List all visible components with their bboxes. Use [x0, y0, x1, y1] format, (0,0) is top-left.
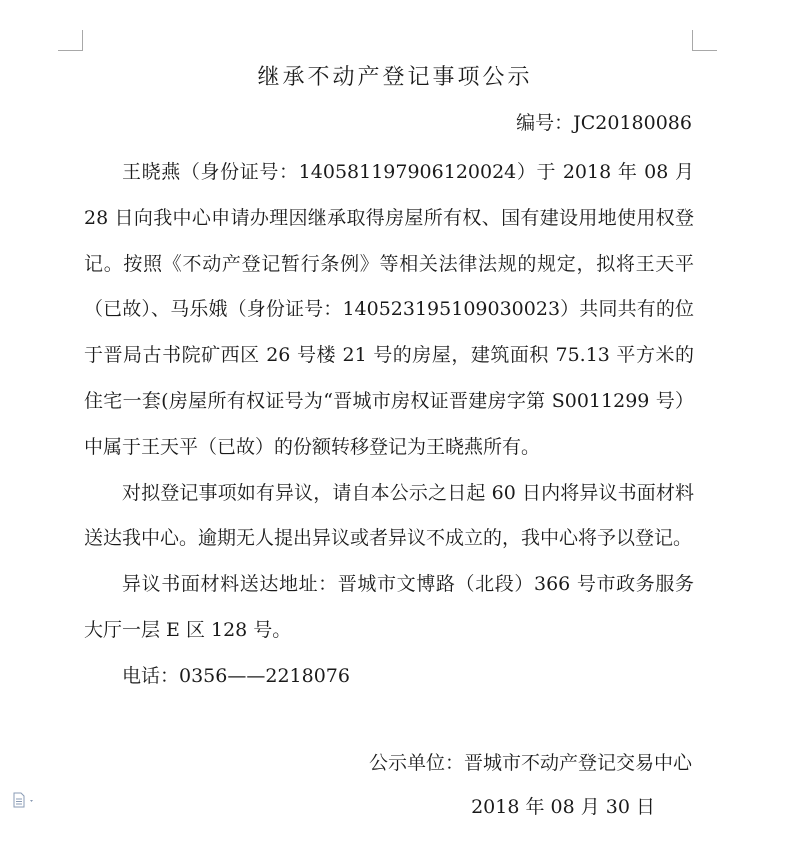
page-corner-mark-top-left [58, 30, 83, 51]
paragraph-main: 王晓燕（身份证号：140581197906120024）于 2018 年 08 月 28 日向我中心申请办理因继承取得房屋所有权、国有建设用地使用权登记。按照《不动产登记暂行条例》等相关法律法规的规定，拟将王天平（已故）、马乐娥（身份证号：140523195109030023）共同共有的位于晋局古书院矿西区 26 号楼 21 号的房屋，建筑面积 75.13 平方米的住宅一套(房屋所有权证号为“晋城市房权证晋建房字第 S0011299 号）中属于王天平（已故）的份额转移登记为王晓燕所有。 [84, 161, 694, 458]
document-icon[interactable] [12, 792, 42, 810]
signature-unit: 公示单位：晋城市不动产登记交易中心 [368, 752, 692, 774]
document-number: 编号：JC20180086 [516, 112, 692, 134]
paragraph-objection: 对拟登记事项如有异议，请自本公示之日起 60 日内将异议书面材料送达我中心。逾期无人提出异议或者异议不成立的，我中心将予以登记。 [84, 481, 694, 550]
signature-date: 2018 年 08 月 30 日 [471, 796, 655, 818]
document-title: 继承不动产登记事项公示 [257, 65, 533, 90]
paragraph-phone: 电话：0356——2218076 [122, 664, 350, 687]
paragraph-address: 异议书面材料送达地址：晋城市文博路（北段）366 号市政务服务大厅一层 E 区 128 号。 [84, 573, 694, 641]
page-corner-mark-top-right [692, 30, 717, 51]
document-body [84, 150, 694, 700]
